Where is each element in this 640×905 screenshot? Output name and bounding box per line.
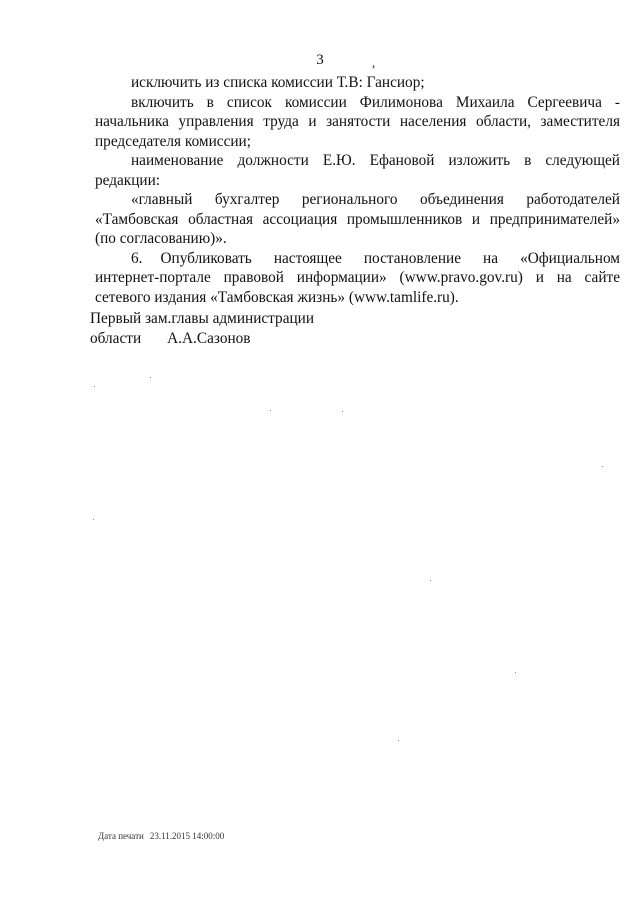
scan-speck [398,740,399,741]
signatory-name: А.А.Сазонов [167,329,251,347]
scan-speck [515,672,516,673]
quote-paragraph-line-3: (по согласованию)». [95,230,227,247]
signatory-title-cont [90,329,314,349]
scan-speck [602,466,603,467]
item-6-line-1 [95,249,620,269]
item-6-number: 6. [131,249,143,267]
signatory-region: области [90,329,142,347]
page-number: 3 [316,52,324,68]
print-date-label: Дата печати [98,831,144,841]
document-body [95,73,620,307]
print-date-footer [98,831,224,841]
include-paragraph-line-1: включить в список комиссии Филимонова Михаила Сергеевича - [131,93,620,111]
include-paragraph-line-3: председателя комиссии; [95,132,251,150]
include-paragraph-line-2: начальника управления труда и занятости населения области, заместителя [95,113,620,130]
signatory-title: Первый зам.главы администрации [90,310,315,327]
scan-speck [342,411,343,412]
scan-speck [270,410,271,411]
scan-speck [93,519,94,520]
item-6-text: Опубликовать настоящее постановление на «Официальном [160,249,620,267]
quote-paragraph-line-1: «главный бухгалтер регионального объединения работодателей [131,191,620,208]
position-paragraph-line-2: редакции: [95,171,161,189]
item-6-line-2: интернет-портале правовой информации» (www.pravo.gov.ru) и на сайте [95,269,620,286]
position-paragraph-line-1: наименование должности Е.Ю. Ефановой изложить в следующей [131,152,620,169]
exclude-paragraph: исключить из списка комиссии Т.В: Гансиор; [131,74,425,91]
signature-block [90,309,314,348]
item-6-line-3: сетевого издания «Тамбовская жизнь» (www.tamlife.ru). [95,288,459,306]
scan-speck [430,580,431,581]
scan-speck [94,386,95,387]
quote-paragraph-line-2: «Тамбовская областная ассоциация промышленников и предпринимателей» [95,210,620,228]
scan-mark: , [372,55,376,70]
scan-speck [150,377,151,378]
print-date-value: 23.11.2015 14:00:00 [149,831,225,841]
